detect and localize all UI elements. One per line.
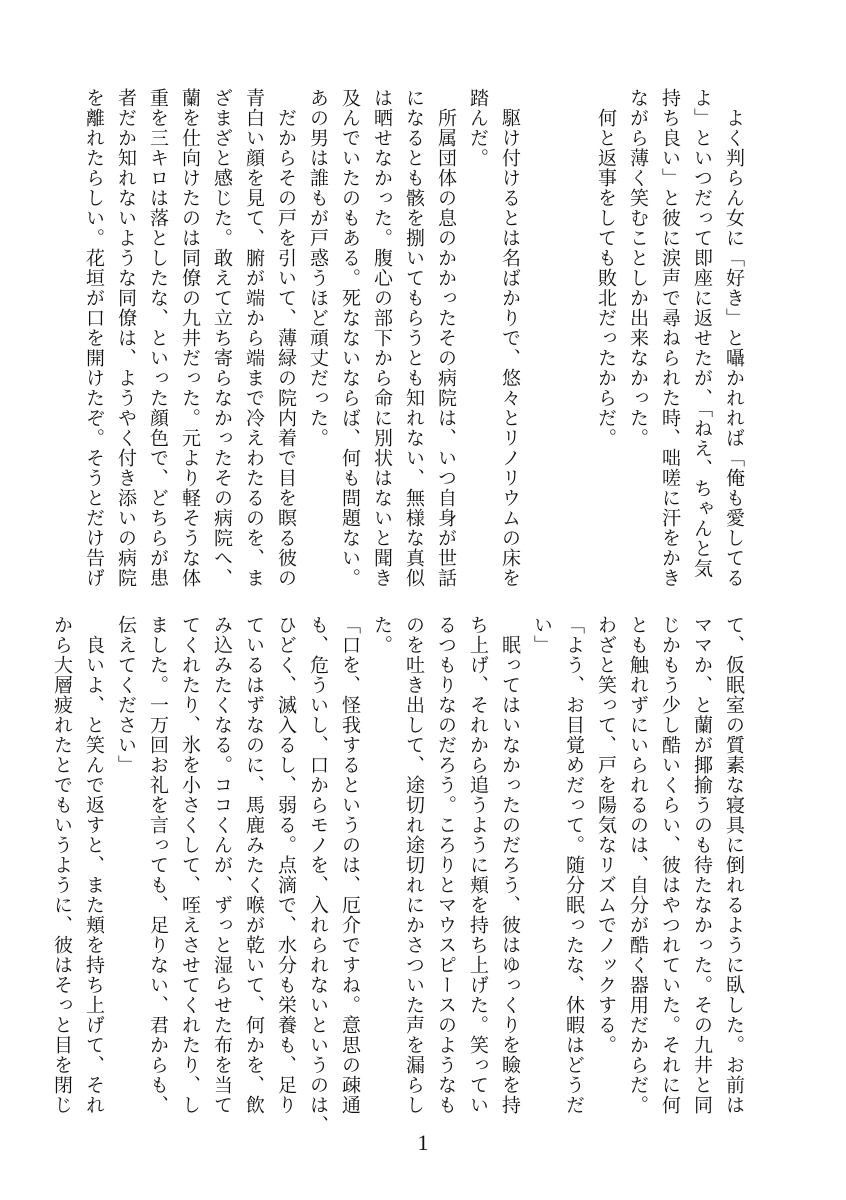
- text-line: 重を三キロは落としたな、といった顔色で、どちらが患: [147, 88, 169, 588]
- text-line: 踏んだ。: [467, 88, 489, 168]
- text-line: い」: [531, 615, 553, 655]
- upper-text-block: [78, 88, 750, 588]
- text-line: た。: [371, 615, 393, 655]
- text-line: よ」といつだって即座に返せたが、「ねえ、ちゃんと気: [691, 88, 713, 579]
- text-line: てくれたり、氷を小さくして、咥えさせてくれたり、し: [179, 615, 201, 1115]
- text-line: ているはずなのに、馬鹿みたく喉が乾いて、何かを、飲: [243, 615, 265, 1115]
- text-line: 「よう、お目覚めだって。随分眠ったな、休暇はどうだ: [563, 615, 585, 1115]
- text-line: ママか、と蘭が揶揄うのも待たなかった。その九井と同: [691, 615, 713, 1115]
- text-line: も、危ういし、口からモノを、入れられないというのは、: [307, 615, 329, 1135]
- text-line: から大層疲れたとでもいうように、彼はそっと目を閉じ: [51, 615, 73, 1115]
- text-line: ひどく、滅入るし、弱る。点滴で、水分も栄養も、足り: [275, 615, 297, 1115]
- text-line: のを吐き出して、途切れ途切れにかさついた声を漏らし: [403, 615, 425, 1115]
- text-line: ました。一万回お礼を言っても、足りない、君からも、: [147, 615, 169, 1115]
- text-line: 蘭を仕向けたのは同僚の九井だった。元より軽そうな体: [179, 88, 201, 588]
- text-line: 所属団体の息のかかったその病院は、いつ自身が世話: [435, 88, 457, 588]
- text-line: 持ち良い」と彼に涙声で尋ねられた時、咄嗟に汗をかき: [659, 88, 681, 588]
- page-number: 1: [417, 1130, 429, 1155]
- text-line: 良いよ、と笑んで返すと、また頬を持ち上げて、それ: [83, 615, 105, 1115]
- text-line: 何と返事をしても敗北だったからだ。: [595, 88, 617, 448]
- text-line: になるとも骸を捌いてもらうとも知れない、無様な真似: [403, 88, 425, 588]
- text-line: [558, 88, 590, 588]
- text-line: を離れたらしい。花垣が口を開けたぞ。そうとだけ告げ: [83, 88, 105, 588]
- text-line: 「口を、怪我するというのは、厄介ですね。意思の疎通: [339, 615, 361, 1115]
- text-line: よく判らん女に「好き」と囁かれれば「俺も愛してる: [723, 88, 745, 588]
- text-line: は晒せなかった。腹心の部下から命に別状はないと聞き: [371, 88, 393, 588]
- text-line: 駆け付けるとは名ばかりで、悠々とリノリウムの床を: [499, 88, 521, 588]
- text-line: 者だか知れないような同僚は、ようやく付き添いの病院: [115, 88, 137, 588]
- text-line: るつもりなのだろう。ころりとマウスピースのようなも: [435, 615, 457, 1115]
- text-line: とも触れずにいられるのは、自分が酷く器用だからだ。: [627, 615, 649, 1115]
- lower-text-block: [46, 615, 750, 1135]
- text-line: ち上げ、それから追うように頬を持ち上げた。笑ってい: [467, 615, 489, 1115]
- text-line: わざと笑って、戸を陽気なリズムでノックする。: [595, 615, 617, 1055]
- text-line: あの男は誰もが戸惑うほど頑丈だった。: [307, 88, 329, 448]
- text-line: 伝えてください」: [115, 615, 137, 775]
- text-line: [526, 88, 558, 588]
- text-line: 眠ってはいなかったのだろう、彼はゆっくりを瞼を持: [499, 615, 521, 1115]
- text-line: て、仮眠室の質素な寝具に倒れるように臥した。お前は: [723, 615, 745, 1115]
- text-line: 及んでいたのもある。死なないならば、何も問題ない。: [339, 88, 361, 588]
- text-line: ながら薄く笑むことしか出来なかった。: [627, 88, 649, 448]
- text-line: じかもう少し酷いくらい、彼はやつれていた。それに何: [659, 615, 681, 1115]
- text-line: だからその戸を引いて、薄緑の院内着で目を瞑る彼の: [275, 88, 297, 588]
- text-line: 青白い顔を見て、腑が端から端まで冷えわたるのを、ま: [243, 88, 265, 588]
- text-line: み込みたくなる。ココくんが、ずっと湿らせた布を当て: [211, 615, 233, 1115]
- text-line: ざまざと感じた。敢えて立ち寄らなかったその病院へ、: [211, 88, 233, 588]
